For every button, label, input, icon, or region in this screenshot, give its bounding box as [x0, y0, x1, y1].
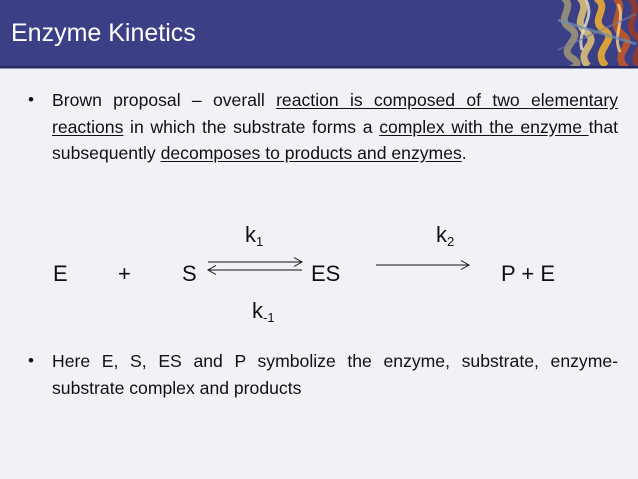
text-run: in which the substrate forms a [123, 116, 380, 137]
k-minus1-base: k [252, 298, 263, 323]
bullet-marker: • [28, 90, 34, 109]
reverse-arrow [208, 266, 302, 275]
text-run: Brown proposal – overall [52, 90, 277, 110]
k2-subscript: 2 [447, 234, 455, 249]
species-products: P + E [501, 261, 556, 286]
bullet-text: Here E, S, ES and P symbolize the enzyme, substrate, enzyme-substrate complex and products [52, 351, 618, 398]
bullet-symbol-definitions [28, 348, 616, 404]
bullet-marker: • [28, 351, 34, 370]
underlined-phrase: reaction is composed of two elementary reactions [52, 90, 619, 137]
underlined-phrase: complex with the enzyme [379, 116, 589, 137]
k1-base: k [245, 222, 256, 247]
text-run: that subsequently [52, 116, 618, 163]
k2-base: k [436, 222, 447, 247]
species-substrate: S [182, 261, 197, 286]
species-complex: ES [311, 261, 341, 286]
text-run: . [461, 143, 467, 163]
underlined-phrase: decomposes to products and enzymes [160, 143, 462, 163]
product-arrow [376, 261, 469, 270]
k-minus1-subscript: -1 [263, 310, 275, 325]
slide-title: Enzyme Kinetics [11, 19, 196, 47]
plus-sign: + [118, 261, 131, 286]
species-enzyme: E [53, 261, 68, 286]
forward-arrow [208, 258, 302, 267]
k1-subscript: 1 [256, 234, 264, 249]
